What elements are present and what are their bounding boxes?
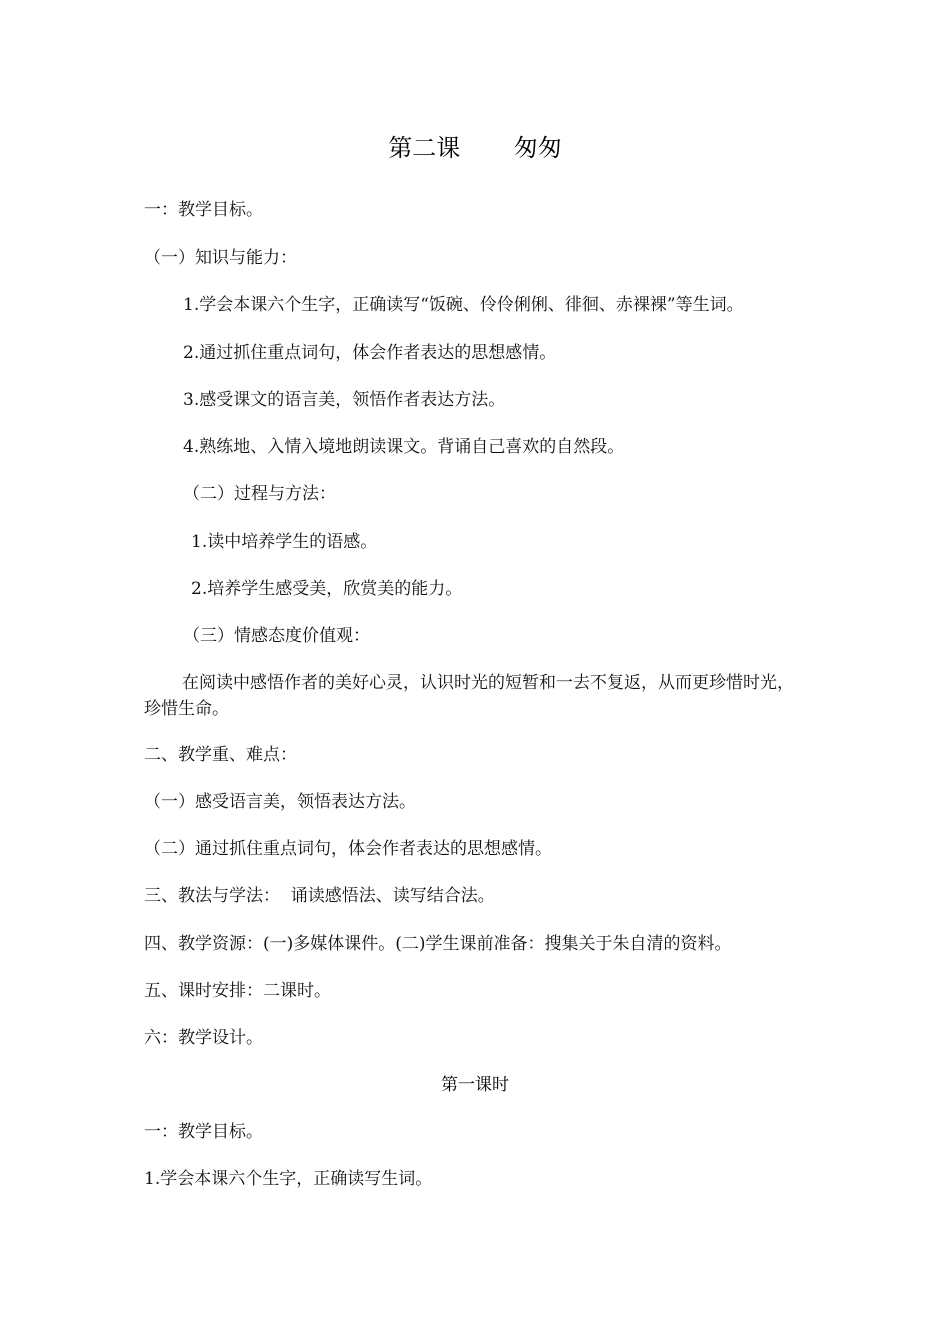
goal-item-2: 2.通过抓住重点词句，体会作者表达的思想感情。 [183,343,557,363]
key-point-item-2: （二）通过抓住重点词句，体会作者表达的思想感情。 [144,839,552,859]
goal-item-1: 1.学会本课六个生字，正确读写“饭碗、伶伶俐俐、徘徊、赤裸裸”等生词。 [183,295,744,315]
subheading-process-method: （二）过程与方法： [183,484,336,504]
values-paragraph: 在阅读中感悟作者的美好心灵，认识时光的短暂和一去不复返，从而更珍惜时光，珍惜生命。 [144,673,794,719]
key-point-item-1: （一）感受语言美，领悟表达方法。 [144,792,416,812]
subheading-values: （三）情感态度价值观： [183,626,370,646]
goal-item-4: 4.熟练地、入情入境地朗读课文。背诵自己喜欢的自然段。 [183,437,625,457]
goal-item-3: 3.感受课文的语言美，领悟作者表达方法。 [183,390,506,410]
section-teaching-resources: 四、教学资源：(一)多媒体课件。(二)学生课前准备：搜集关于朱自清的资料。 [144,934,732,954]
section-schedule: 五、课时安排：二课时。 [144,981,331,1001]
section-teaching-methods: 三、教法与学法： 诵读感悟法、读写结合法。 [144,886,495,906]
section-teaching-design: 六：教学设计。 [144,1028,263,1048]
period-heading-goals: 一：教学目标。 [144,1122,263,1142]
process-item-2: 2.培养学生感受美，欣赏美的能力。 [191,579,463,599]
period-title: 第一课时 [441,1075,509,1095]
section-heading-goals: 一：教学目标。 [144,200,263,220]
process-item-1: 1.读中培养学生的语感。 [191,532,378,552]
period-goal-item-1: 1.学会本课六个生字，正确读写生词。 [144,1169,433,1189]
lesson-title: 第二课 匆匆 [388,134,562,162]
section-heading-key-points: 二、教学重、难点： [144,745,297,765]
subheading-knowledge-ability: （一）知识与能力： [144,248,297,268]
